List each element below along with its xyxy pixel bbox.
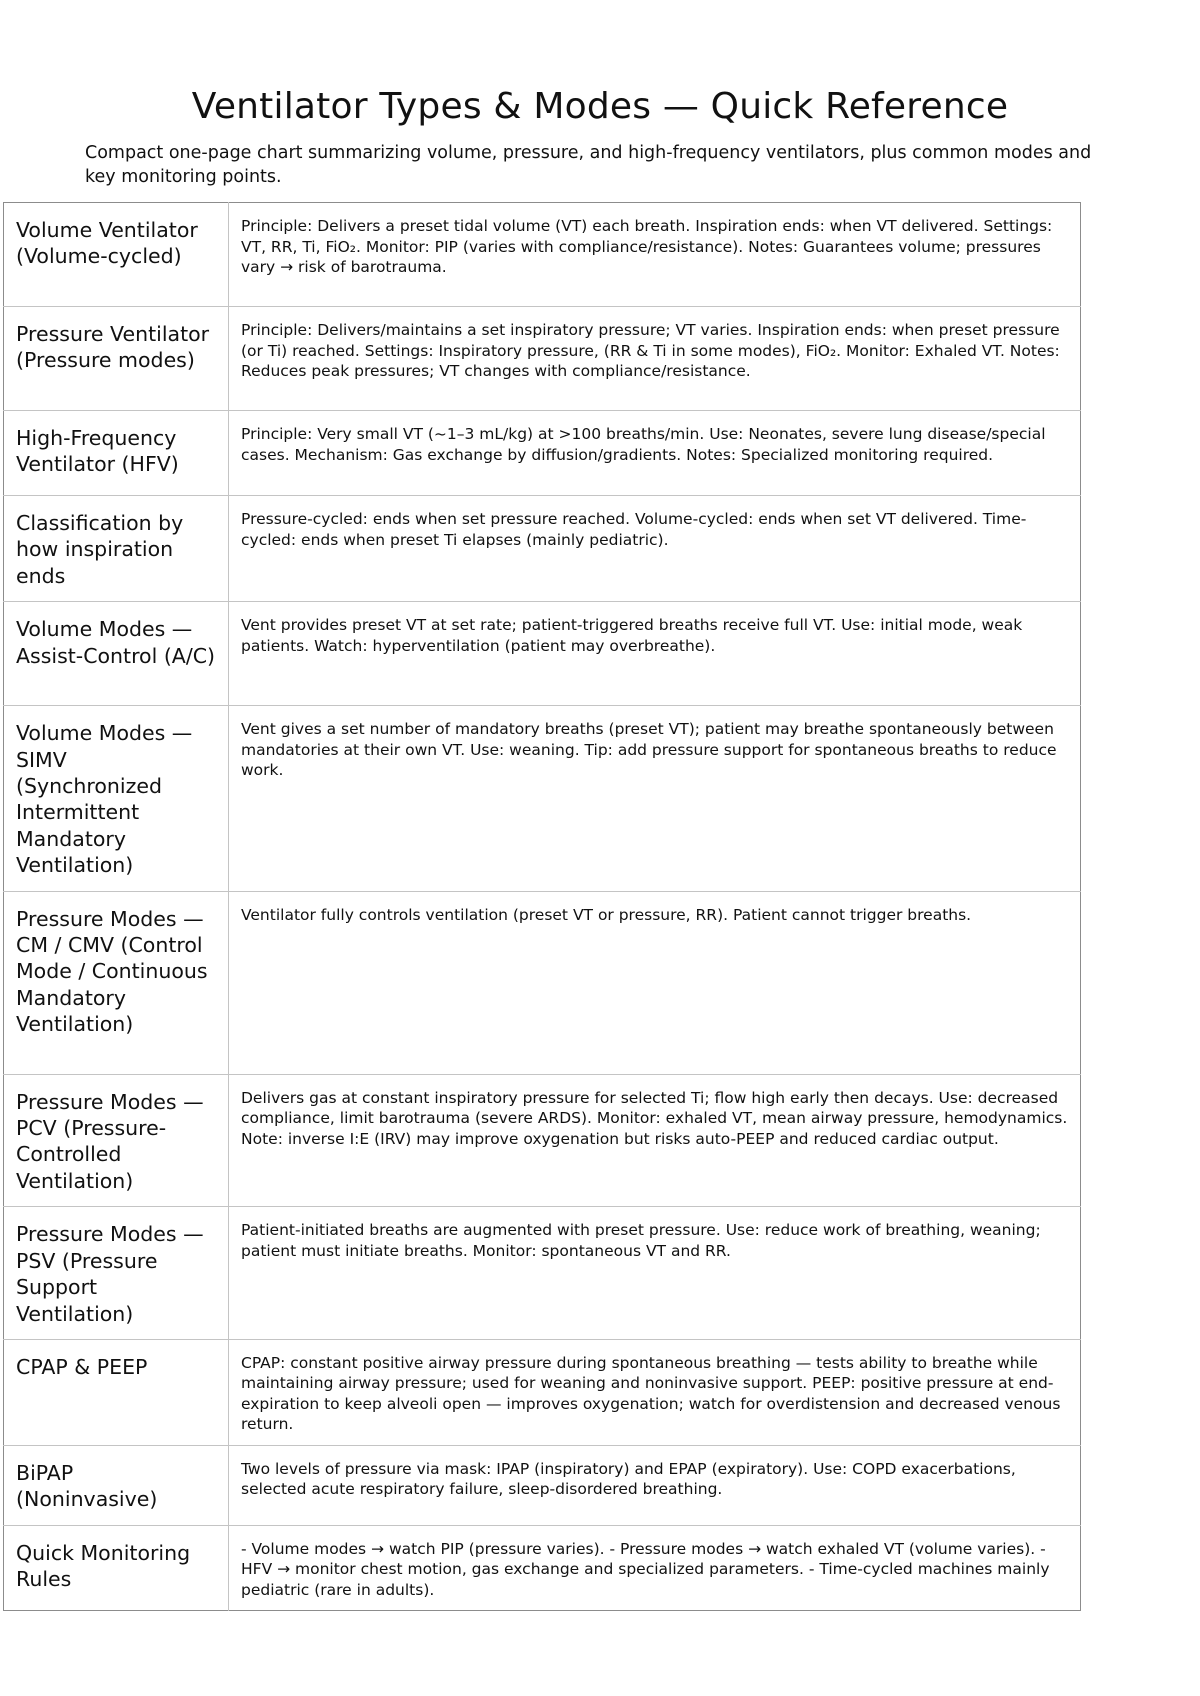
row-description: Ventilator fully controls ventilation (preset VT or pressure, RR). Patient cannot trigger breaths. [229, 891, 1081, 1074]
reference-table [3, 202, 1081, 1611]
row-term: Volume Modes — SIMV (Synchronized Intermittent Mandatory Ventilation) [4, 706, 229, 891]
page-subtitle: Compact one-page chart summarizing volume, pressure, and high-frequency ventilators, plus common modes and key monitoring points. [85, 143, 1092, 187]
table-row [4, 307, 1081, 411]
table-row [4, 496, 1081, 602]
row-term: High-Frequency Ventilator (HFV) [4, 411, 229, 496]
table-row [4, 1339, 1081, 1445]
row-description: - Volume modes → watch PIP (pressure varies). - Pressure modes → watch exhaled VT (volume varies). - HFV → monitor chest motion, gas exchange and specialized parameters. - Time-cycled machines mainly pediatric (rare in adults). [229, 1525, 1081, 1611]
row-term: Quick Monitoring Rules [4, 1525, 229, 1611]
row-description: Principle: Delivers a preset tidal volume (VT) each breath. Inspiration ends: when VT delivered. Settings: VT, RR, Ti, FiO₂. Monitor: PIP (varies with compliance/resistance). Notes: Guarantees volume; pressures vary → risk of barotrauma. [229, 203, 1081, 307]
page-title: Ventilator Types & Modes — Quick Reference [191, 86, 1009, 127]
table-row [4, 411, 1081, 496]
row-term: CPAP & PEEP [4, 1339, 229, 1445]
row-term: Pressure Modes — PSV (Pressure Support Ventilation) [4, 1207, 229, 1340]
table-row [4, 1207, 1081, 1340]
table-row [4, 891, 1081, 1074]
row-term: Classification by how inspiration ends [4, 496, 229, 602]
row-description: Patient-initiated breaths are augmented with preset pressure. Use: reduce work of breathing, weaning; patient must initiate breaths. Monitor: spontaneous VT and RR. [229, 1207, 1081, 1340]
table-row [4, 706, 1081, 891]
table-row [4, 602, 1081, 706]
row-description: Delivers gas at constant inspiratory pressure for selected Ti; flow high early then decays. Use: decreased compliance, limit barotrauma (severe ARDS). Monitor: exhaled VT, mean airway pressure, hemodynamics. Note: inverse I:E (IRV) may improve oxygenation but risks auto-PEEP and reduced cardiac output. [229, 1074, 1081, 1207]
table-row [4, 1525, 1081, 1611]
table-row [4, 203, 1081, 307]
row-description: Principle: Delivers/maintains a set inspiratory pressure; VT varies. Inspiration ends: when preset pressure (or Ti) reached. Settings: Inspiratory pressure, (RR & Ti in some modes), FiO₂. Monitor: Exhaled VT. Notes: Reduces peak pressures; VT changes with compliance/resistance. [229, 307, 1081, 411]
row-description: Principle: Very small VT (~1–3 mL/kg) at >100 breaths/min. Use: Neonates, severe lung disease/special cases. Mechanism: Gas exchange by diffusion/gradients. Notes: Specialized monitoring required. [229, 411, 1081, 496]
row-description: Vent provides preset VT at set rate; patient-triggered breaths receive full VT. Use: initial mode, weak patients. Watch: hyperventilation (patient may overbreathe). [229, 602, 1081, 706]
row-term: Volume Ventilator (Volume-cycled) [4, 203, 229, 307]
table-row [4, 1074, 1081, 1207]
row-term: Volume Modes — Assist-Control (A/C) [4, 602, 229, 706]
row-description: Vent gives a set number of mandatory breaths (preset VT); patient may breathe spontaneously between mandatories at their own VT. Use: weaning. Tip: add pressure support for spontaneous breaths to reduce work. [229, 706, 1081, 891]
row-term: Pressure Modes — CM / CMV (Control Mode / Continuous Mandatory Ventilation) [4, 891, 229, 1074]
table-row [4, 1445, 1081, 1525]
row-term: BiPAP (Noninvasive) [4, 1445, 229, 1525]
row-description: Two levels of pressure via mask: IPAP (inspiratory) and EPAP (expiratory). Use: COPD exacerbations, selected acute respiratory failure, sleep-disordered breathing. [229, 1445, 1081, 1525]
row-description: CPAP: constant positive airway pressure during spontaneous breathing — tests ability to breathe while maintaining airway pressure; used for weaning and noninvasive support. PEEP: positive pressure at end-expiration to keep alveoli open — improves oxygenation; watch for overdistension and decreased venous return. [229, 1339, 1081, 1445]
row-term: Pressure Ventilator (Pressure modes) [4, 307, 229, 411]
row-description: Pressure-cycled: ends when set pressure reached. Volume-cycled: ends when set VT delivered. Time-cycled: ends when preset Ti elapses (mainly pediatric). [229, 496, 1081, 602]
row-term: Pressure Modes — PCV (Pressure-Controlled Ventilation) [4, 1074, 229, 1207]
